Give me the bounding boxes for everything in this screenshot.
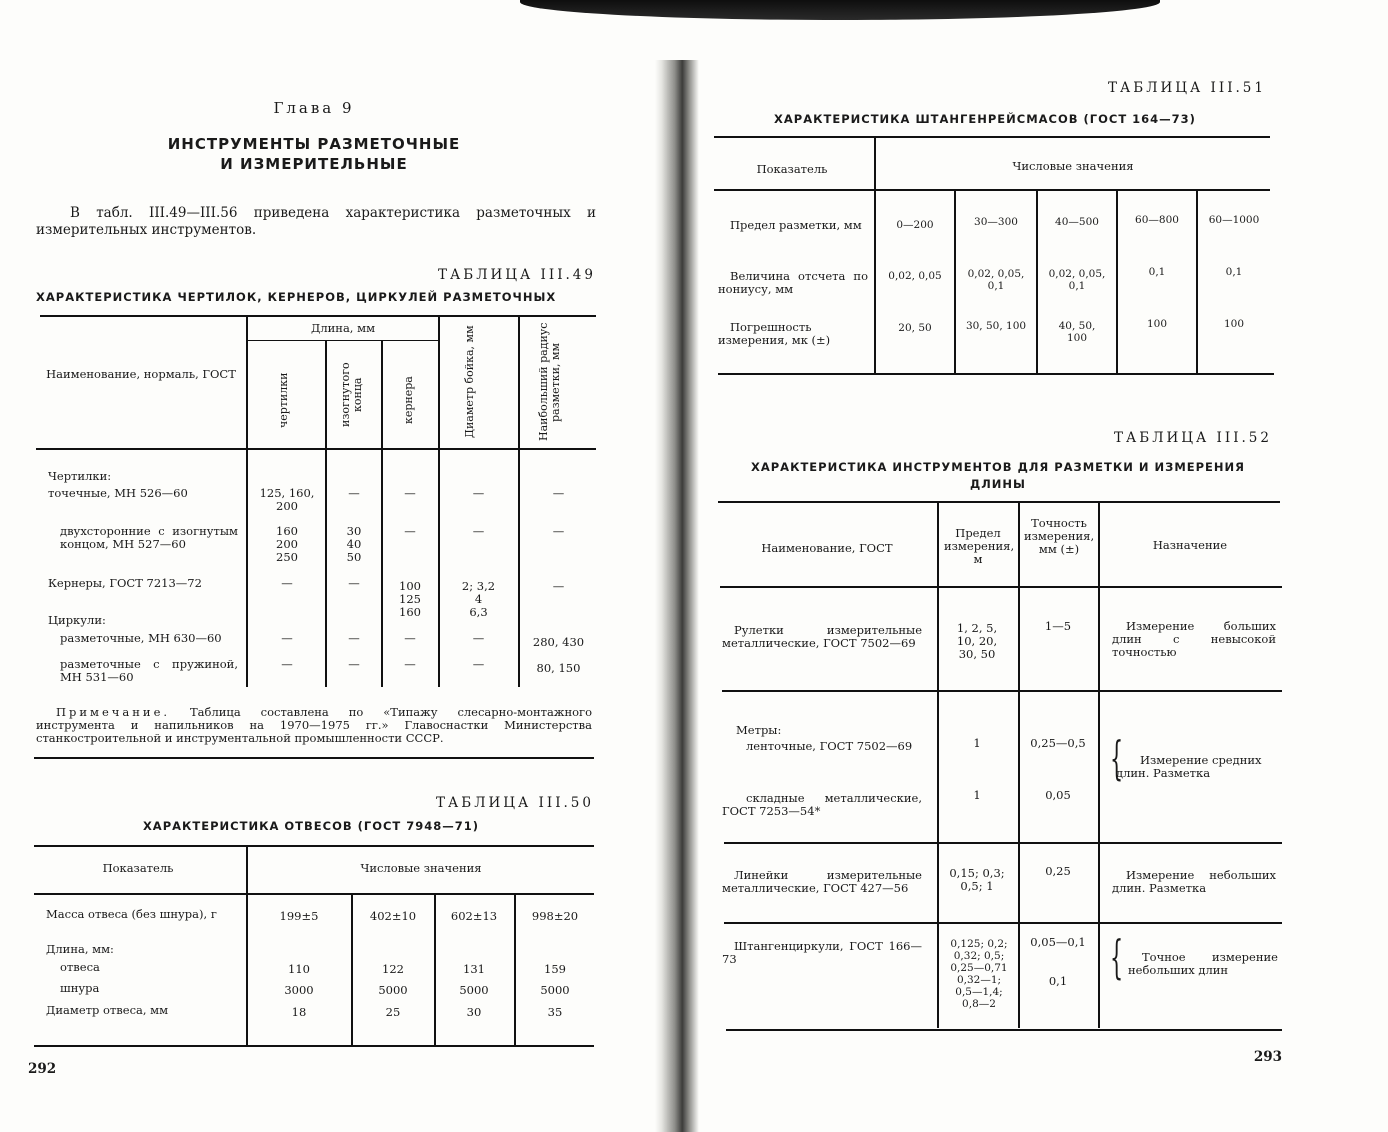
col-header-values: Числовые значения bbox=[360, 861, 482, 875]
chapter-title-line: И ИЗМЕРИТЕЛЬНЫЕ bbox=[220, 155, 408, 173]
cell: 18 bbox=[291, 1005, 307, 1019]
row-name: разметочные с пружиной, МН 531—60 bbox=[60, 657, 238, 684]
row-name: Предел разметки, мм bbox=[730, 218, 862, 232]
row-name: Линейки измерительные металлические, ГОСТ 427—56 bbox=[722, 868, 922, 895]
col-divider bbox=[325, 340, 327, 687]
table52-title-line: ХАРАКТЕРИСТИКА ИНСТРУМЕНТОВ ДЛЯ РАЗМЕТКИ И ИЗМЕРЕНИЯ bbox=[750, 460, 1246, 474]
cell: 0,15; 0,3; 0,5; 1 bbox=[949, 866, 1005, 893]
col-divider bbox=[246, 847, 248, 1045]
cell: — bbox=[472, 631, 485, 645]
row-name: ленточные, ГОСТ 7502—69 bbox=[746, 739, 913, 753]
cell: 0,1 bbox=[1148, 266, 1166, 278]
cell: — bbox=[552, 579, 565, 593]
rule bbox=[722, 690, 1282, 692]
row-name: складные металлические, ГОСТ 7253—54* bbox=[722, 791, 922, 818]
book-spine bbox=[655, 60, 699, 1132]
cell: 40, 50, 100 bbox=[1058, 320, 1096, 344]
col-divider bbox=[1098, 503, 1100, 1028]
row-name: Длина, мм: bbox=[46, 942, 114, 956]
col-header-length: Длина, мм bbox=[310, 321, 376, 335]
table49-note bbox=[36, 706, 592, 745]
cell: 80, 150 bbox=[536, 661, 581, 675]
cell: — bbox=[281, 631, 293, 645]
rule bbox=[40, 315, 596, 317]
rule bbox=[714, 189, 1270, 191]
col-header-name: Наименование, нормаль, ГОСТ bbox=[46, 367, 236, 381]
cell: 40—500 bbox=[1055, 216, 1099, 228]
cell: 30—300 bbox=[974, 216, 1018, 228]
col-header-name: Наименование, ГОСТ bbox=[761, 541, 893, 555]
chapter-title bbox=[28, 134, 600, 174]
col-header-radius: Наибольший радиус разметки, мм bbox=[537, 322, 562, 442]
col-header-purpose: Назначение bbox=[1152, 538, 1228, 552]
table52-label: ТАБЛИЦА III.52 bbox=[1114, 430, 1272, 446]
table51-label: ТАБЛИЦА III.51 bbox=[1108, 80, 1266, 96]
cell: — bbox=[404, 631, 416, 645]
cell: — bbox=[281, 576, 293, 590]
rule bbox=[34, 893, 594, 895]
cell: 100 bbox=[1223, 318, 1245, 330]
cell: — bbox=[472, 486, 485, 500]
col-header-izognutogo: изогнутого конца bbox=[339, 362, 364, 428]
rule bbox=[724, 922, 1282, 924]
row-name: Величина отсчета по нониусу, мм bbox=[718, 269, 868, 296]
cell: — bbox=[348, 486, 360, 500]
row-name: Диаметр отвеса, мм bbox=[46, 1003, 169, 1017]
note-label: Примечание. bbox=[56, 705, 171, 719]
cell: 998±20 bbox=[531, 909, 579, 923]
table49-label: ТАБЛИЦА III.49 bbox=[438, 267, 596, 283]
cell: 0,02, 0,05, 0,1 bbox=[1048, 268, 1106, 292]
table50-title: ХАРАКТЕРИСТИКА ОТВЕСОВ (ГОСТ 7948—71) bbox=[142, 819, 480, 833]
cell: 5000 bbox=[540, 983, 570, 997]
cell: 0,05 bbox=[1045, 788, 1071, 802]
row-name: точечные, МН 526—60 bbox=[48, 486, 188, 500]
col-divider bbox=[381, 340, 383, 687]
rule bbox=[34, 845, 594, 847]
rule bbox=[726, 1029, 1282, 1031]
cell: 5000 bbox=[378, 983, 408, 997]
rule bbox=[248, 340, 438, 341]
row-name: отвеса bbox=[60, 960, 100, 974]
cell: 60—1000 bbox=[1208, 214, 1260, 226]
chapter-title-line: ИНСТРУМЕНТЫ РАЗМЕТОЧНЫЕ bbox=[167, 135, 461, 153]
row-name: Масса отвеса (без шнура), г bbox=[46, 907, 217, 921]
left-page bbox=[28, 0, 600, 1132]
cell: 3000 bbox=[284, 983, 314, 997]
row-name: Кернеры, ГОСТ 7213—72 bbox=[48, 576, 202, 590]
table50-label: ТАБЛИЦА III.50 bbox=[436, 795, 594, 811]
cell: 30, 50, 100 bbox=[965, 320, 1027, 332]
cell: 602±13 bbox=[450, 909, 498, 923]
cell: 2; 3,2 4 6,3 bbox=[461, 579, 496, 619]
rule bbox=[718, 373, 1274, 375]
rule bbox=[720, 586, 1282, 588]
cell: 0,1 bbox=[1225, 266, 1243, 278]
cell: 5000 bbox=[459, 983, 489, 997]
col-header-chertilki: чертилки bbox=[277, 372, 290, 428]
cell-purpose: Измерение больших длин с невысокой точностью bbox=[1112, 619, 1276, 659]
cell: 0,25—0,5 bbox=[1030, 736, 1086, 750]
cell: — bbox=[281, 657, 293, 671]
cell: 1 bbox=[973, 788, 981, 802]
note-text: Таблица составлена по «Типажу слесарно-монтажного инструмента и напильников на 1970—1975 гг.» Главоснастки Министерства станкостроительной и инструментальной промышленности СССР. bbox=[36, 705, 592, 745]
cell: 35 bbox=[547, 1005, 563, 1019]
cell: — bbox=[404, 486, 416, 500]
col-header-indicator: Показатель bbox=[102, 861, 174, 875]
cell-purpose: Измерение средних длин. Разметка bbox=[1116, 753, 1262, 780]
rule bbox=[36, 448, 596, 450]
table52-title bbox=[718, 459, 1278, 493]
table52-title-line: ДЛИНЫ bbox=[970, 477, 1026, 491]
cell: 100 125 160 bbox=[399, 579, 421, 619]
rule bbox=[714, 136, 1270, 138]
cell: — bbox=[472, 524, 485, 538]
row-name: Погрешность измерения, мк (±) bbox=[718, 320, 831, 347]
cell: — bbox=[552, 524, 565, 538]
chapter-number: Глава 9 bbox=[273, 99, 355, 117]
col-header-values: Числовые значения bbox=[1012, 159, 1134, 173]
cell: — bbox=[348, 631, 360, 645]
cell: 402±10 bbox=[369, 909, 417, 923]
cell: 125, 160, 200 bbox=[259, 486, 315, 513]
cell-purpose: Точное измерение небольших длин bbox=[1128, 950, 1278, 977]
rule bbox=[724, 842, 1282, 844]
cell: 0,05—0,1 0,1 bbox=[1030, 935, 1086, 988]
cell: 110 bbox=[288, 962, 310, 976]
cell: 160 200 250 bbox=[276, 524, 298, 564]
cell: 0,02, 0,05, 0,1 bbox=[967, 268, 1025, 292]
cell: 1, 2, 5, 10, 20, 30, 50 bbox=[956, 621, 998, 661]
rule bbox=[34, 757, 594, 759]
row-name: Рулетки измерительные металлические, ГОСТ 7502—69 bbox=[722, 623, 922, 650]
cell: 122 bbox=[382, 962, 404, 976]
cell: 0,02, 0,05 bbox=[888, 270, 942, 282]
cell: 0—200 bbox=[896, 219, 934, 231]
cell: 199±5 bbox=[279, 909, 319, 923]
cell: 25 bbox=[385, 1005, 401, 1019]
row-group-label: Метры: bbox=[736, 723, 782, 737]
cell: — bbox=[348, 576, 360, 590]
cell-purpose: Измерение небольших длин. Разметка bbox=[1112, 868, 1276, 895]
page-number: 292 bbox=[28, 1061, 57, 1077]
cell: — bbox=[348, 657, 360, 671]
row-name: Штангенциркули, ГОСТ 166—73 bbox=[722, 939, 922, 966]
cell: 0,25 bbox=[1045, 864, 1071, 878]
col-divider bbox=[874, 138, 876, 374]
cell: 30 bbox=[466, 1005, 482, 1019]
cell: 100 bbox=[1146, 318, 1168, 330]
col-header-kernera: кернера bbox=[402, 376, 415, 424]
cell: 131 bbox=[463, 962, 485, 976]
table49-title: ХАРАКТЕРИСТИКА ЧЕРТИЛОК, КЕРНЕРОВ, ЦИРКУЛЕЙ РАЗМЕТОЧНЫХ bbox=[36, 290, 557, 304]
col-header-limit: Предел измерения, м bbox=[944, 526, 1015, 566]
cell: 20, 50 bbox=[898, 322, 932, 334]
col-header-diameter: Диаметр бойка, мм bbox=[463, 325, 476, 439]
col-header-indicator: Показатель bbox=[756, 162, 828, 176]
row-name: двухсторонние с изогнутым концом, МН 527—60 bbox=[60, 524, 238, 551]
row-name: разметочные, МН 630—60 bbox=[60, 631, 222, 645]
cell: — bbox=[472, 657, 485, 671]
intro-paragraph: В табл. III.49—III.56 приведена характеристика разметочных и измерительных инструментов. bbox=[36, 205, 596, 238]
col-divider bbox=[937, 503, 939, 1028]
col-divider bbox=[438, 317, 440, 687]
row-group-label: Циркули: bbox=[48, 613, 106, 627]
col-header-accuracy: Точность измерения, мм (±) bbox=[1024, 516, 1095, 556]
cell: 1 bbox=[973, 736, 981, 750]
page-number: 293 bbox=[1253, 1049, 1282, 1065]
cell: 30 40 50 bbox=[346, 524, 362, 564]
cell: 0,125; 0,2; 0,32; 0,5; 0,25—0,71 0,32—1; 0,5—1,4; 0,8—2 bbox=[950, 938, 1008, 1010]
right-page bbox=[708, 0, 1288, 1132]
brace-icon: { bbox=[1110, 930, 1124, 984]
col-divider bbox=[351, 895, 353, 1045]
col-divider bbox=[518, 317, 520, 687]
row-name: шнура bbox=[60, 981, 100, 995]
cell: — bbox=[404, 657, 416, 671]
rule bbox=[34, 1045, 594, 1047]
col-divider bbox=[246, 317, 248, 687]
col-divider bbox=[954, 191, 956, 374]
cell: 280, 430 bbox=[532, 635, 585, 649]
table51-title: ХАРАКТЕРИСТИКА ШТАНГЕНРЕЙСМАСОВ (ГОСТ 164—73) bbox=[774, 112, 1196, 126]
cell: — bbox=[404, 524, 416, 538]
cell: — bbox=[552, 486, 565, 500]
cell: 1—5 bbox=[1044, 619, 1072, 633]
cell: 60—800 bbox=[1135, 214, 1179, 226]
cell: 159 bbox=[544, 962, 566, 976]
rule bbox=[718, 501, 1280, 503]
row-group-label: Чертилки: bbox=[48, 469, 112, 483]
brace-icon: { bbox=[1110, 731, 1124, 785]
